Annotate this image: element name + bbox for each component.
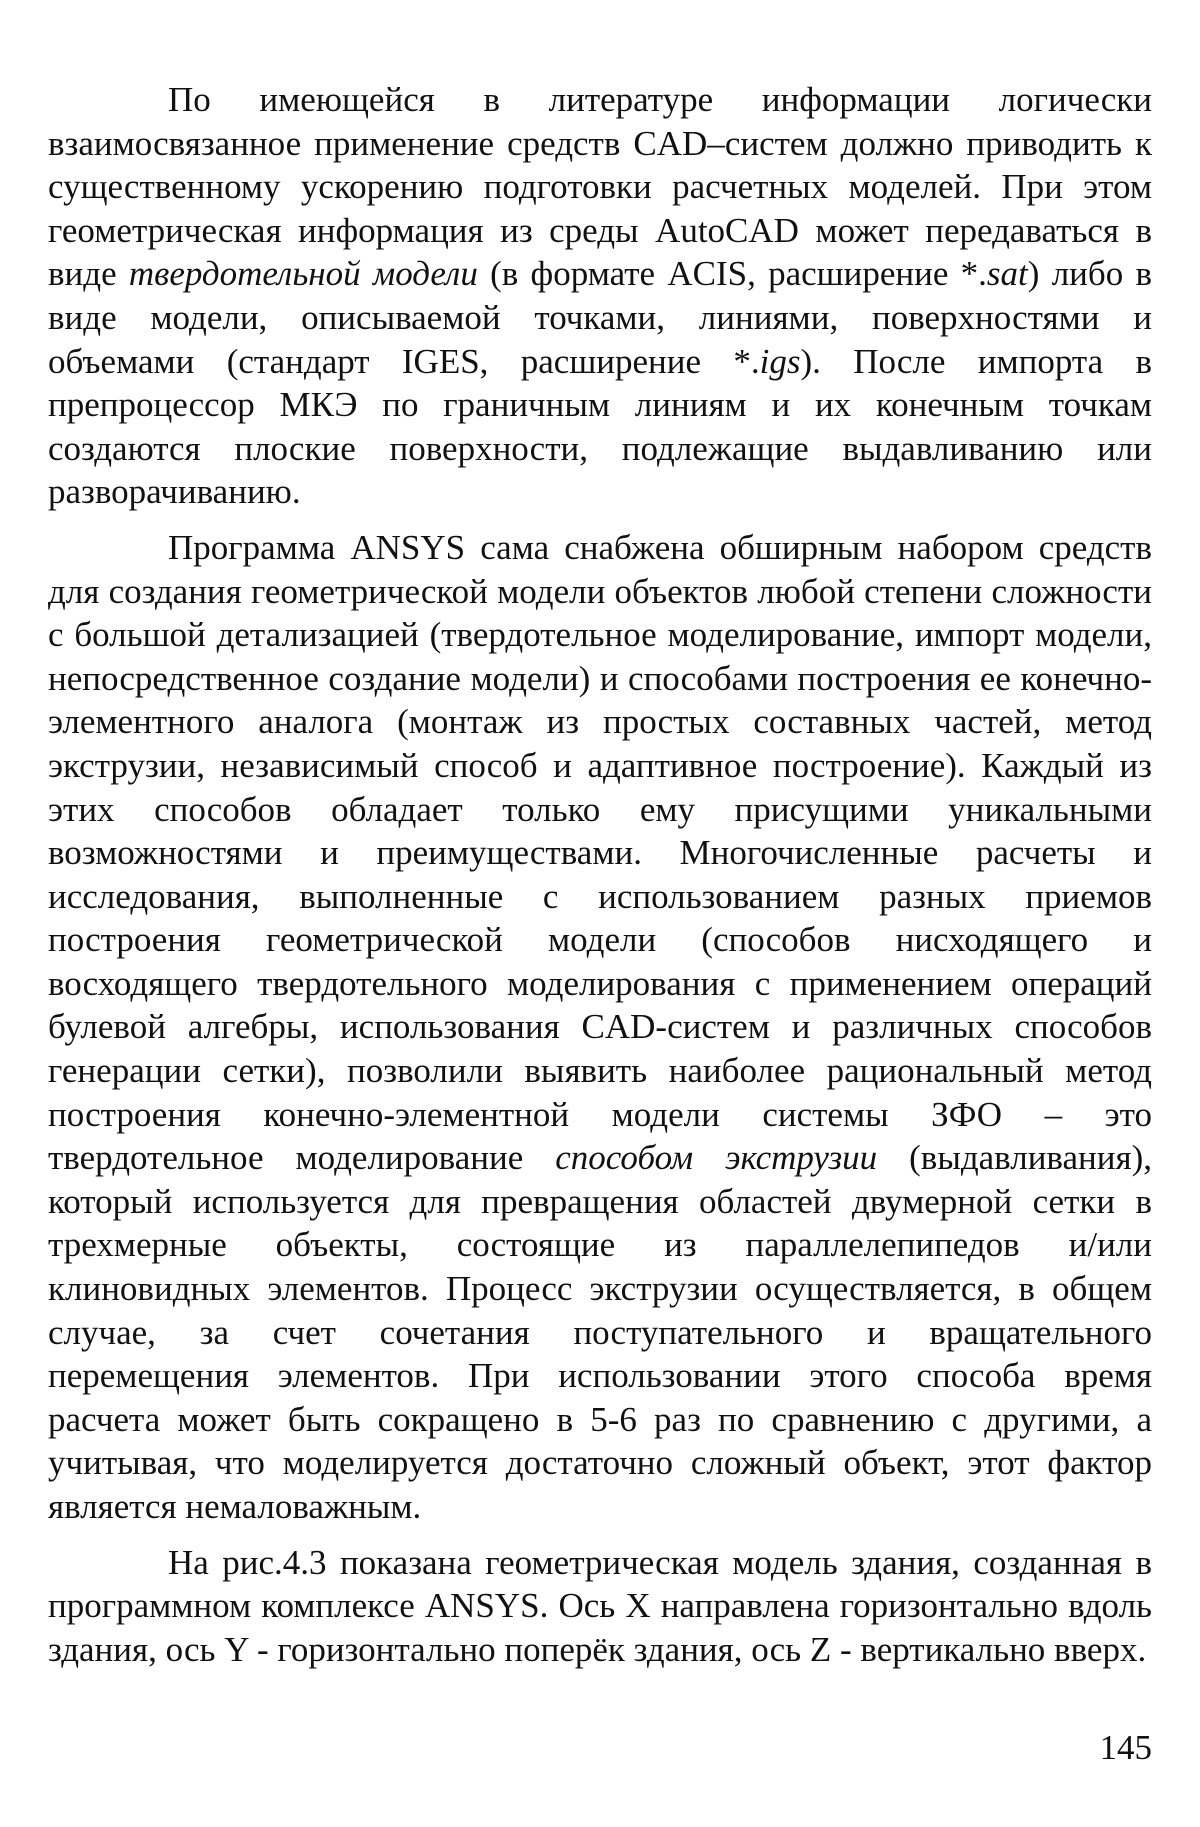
paragraph-1-text: (в формате ACIS, расширение *. <box>477 254 987 294</box>
paragraph-3 <box>48 1541 1152 1672</box>
page-body <box>48 78 1152 1671</box>
paragraph-1 <box>48 78 1152 514</box>
paragraph-1-emphasis: твердотельной модели <box>128 254 478 294</box>
paragraph-2-emphasis: способом экструзии <box>555 1138 878 1178</box>
paragraph-2 <box>48 526 1152 1529</box>
paragraph-2-text: (выдавливания), который используется для превращения областей двумерной сетки в трехмерные объекты, состоящие из параллелепипедов и/или клиновидных элементов. Процесс экструзии осуществляется, в общем случае, за счет сочетания поступательного и вращательного перемещения элементов. При использовании этого способа время расчета может быть сокращено в 5-6 раз по сравнению с другими, а учитывая, что моделируется достаточно сложный объект, этот фактор является немаловажным. <box>48 1138 1153 1526</box>
paragraph-1-emphasis: sat <box>986 254 1028 294</box>
paragraph-1-text: ). После импорта в препроцессор МКЭ по граничным линиям и их конечным точкам создаются плоские поверхности, подлежащие выдавливанию или разворачиванию. <box>48 341 1152 512</box>
paragraph-1-text: ) либо в виде модели, описываемой точками, линиями, поверхностями и объемами (стандарт IGES, расширение *. <box>48 254 1152 381</box>
page-number: 145 <box>1099 1728 1152 1767</box>
paragraph-3-text: На рис.4.3 показана геометрическая модель здания, созданная в программном комплексе ANSYS. Ось X направлена горизонтально вдоль здания, ось Y - горизонтально поперёк здания, ось Z - вертикально вверх. <box>48 1542 1152 1669</box>
paragraph-2-text: Программа ANSYS сама снабжена обширным набором средств для создания геометрической модели объектов любой степени сложности с большой детализацией (твердотельное моделирование, импорт модели, непосредственное создание модели) и способами построения ее конечно-элементного аналога (монтаж из простых составных частей, метод экструзии, независимый способ и адаптивное построение). Каждый из этих способов обладает только ему присущими уникальными возможностями и преимуществами. Многочисленные расчеты и исследования, выполненные с использованием разных приемов построения геометрической модели (способов нисходящего и восходящего твердотельного моделирования с применением операций булевой алгебры, использования CAD-систем и различных способов генерации сетки), позволили выявить наиболее рациональный метод построения конечно-элементной модели системы ЗФО – это твердотельное моделирование <box>48 527 1152 1178</box>
paragraph-1-emphasis: igs <box>759 341 801 381</box>
paragraph-1-text: По имеющейся в литературе информации логически взаимосвязанное применение средств CAD–систем должно приводить к существенному ускорению подготовки расчетных моделей. При этом геометрическая информация из среды AutoCAD может передаваться в виде <box>48 80 1152 294</box>
